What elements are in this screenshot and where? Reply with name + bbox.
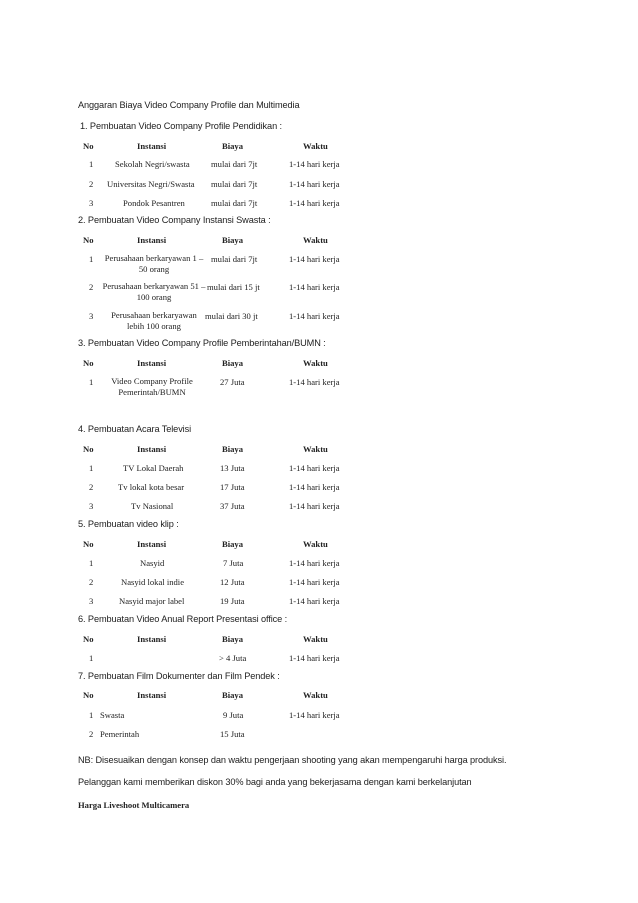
row-biaya: 17 Juta (220, 482, 245, 492)
row-waktu: 1-14 hari kerja (289, 558, 340, 568)
col-header-no: No (83, 634, 94, 644)
row-waktu: 1-14 hari kerja (289, 463, 340, 473)
row-no: 1 (89, 159, 94, 169)
row-biaya: 12 Juta (220, 577, 245, 587)
col-header-waktu: Waktu (303, 444, 328, 454)
section-1-heading: 1. Pembuatan Video Company Profile Pendidikan : (80, 121, 282, 131)
row-instansi: Nasyid major label (119, 596, 185, 606)
row-no: 1 (89, 710, 94, 720)
row-no: 1 (89, 558, 94, 568)
row-no: 2 (89, 282, 94, 292)
row-no: 3 (89, 198, 94, 208)
row-instansi: Video Company Profile Pemerintah/BUMN (111, 376, 193, 397)
col-header-no: No (83, 539, 94, 549)
col-header-waktu: Waktu (303, 690, 328, 700)
row-waktu: 1-14 hari kerja (289, 179, 340, 189)
col-header-no: No (83, 235, 94, 245)
col-header-biaya: Biaya (222, 444, 244, 454)
row-no: 3 (89, 311, 94, 321)
row-instansi: Pondok Pesantren (123, 198, 185, 208)
col-header-instansi: Instansi (137, 539, 167, 549)
row-instansi: Nasyid lokal indie (121, 577, 185, 587)
col-header-instansi: Instansi (137, 444, 167, 454)
row-no: 1 (89, 653, 94, 663)
row-waktu: 1-14 hari kerja (289, 653, 340, 663)
section-2-heading: 2. Pembuatan Video Company Instansi Swasta : (78, 215, 271, 225)
row-no: 3 (89, 501, 94, 511)
col-header-biaya: Biaya (222, 634, 244, 644)
row-biaya: mulai dari 7jt (211, 254, 258, 264)
row-waktu: 1-14 hari kerja (289, 596, 340, 606)
col-header-waktu: Waktu (303, 141, 328, 151)
row-waktu: 1-14 hari kerja (289, 577, 340, 587)
col-header-no: No (83, 690, 94, 700)
note-text: NB: Disesuaikan dengan konsep dan waktu pengerjaan shooting yang akan mempengaruhi harga produksi. (78, 755, 507, 765)
col-header-instansi: Instansi (137, 358, 167, 368)
row-instansi: Tv lokal kota besar (118, 482, 185, 492)
col-header-biaya: Biaya (222, 358, 244, 368)
col-header-waktu: Waktu (303, 235, 328, 245)
discount-text: Pelanggan kami memberikan diskon 30% bagi anda yang bekerjasama dengan kami berkelanjutan (78, 777, 472, 787)
row-no: 1 (89, 463, 94, 473)
col-header-waktu: Waktu (303, 358, 328, 368)
row-biaya: mulai dari 7jt (211, 198, 258, 208)
col-header-waktu: Waktu (303, 539, 328, 549)
row-biaya: mulai dari 7jt (211, 159, 258, 169)
row-instansi: Swasta (100, 710, 125, 720)
row-biaya: 9 Juta (223, 710, 244, 720)
row-waktu: 1-14 hari kerja (289, 198, 340, 208)
col-header-no: No (83, 141, 94, 151)
row-biaya: 27 Juta (220, 377, 245, 387)
row-instansi: Perusahaan berkaryawan 51 – 100 orang (102, 281, 206, 302)
row-biaya: mulai dari 30 jt (205, 311, 258, 321)
row-instansi: Sekolah Negri/swasta (115, 159, 190, 169)
row-no: 2 (89, 577, 94, 587)
row-no: 2 (89, 179, 94, 189)
col-header-no: No (83, 358, 94, 368)
row-instansi: Tv Nasional (131, 501, 174, 511)
col-header-biaya: Biaya (222, 690, 244, 700)
row-biaya: 13 Juta (220, 463, 245, 473)
document-title: Anggaran Biaya Video Company Profile dan Multimedia (78, 100, 300, 110)
row-waktu: 1-14 hari kerja (289, 377, 340, 387)
row-no: 1 (89, 377, 94, 387)
col-header-no: No (83, 444, 94, 454)
row-biaya: mulai dari 15 jt (207, 282, 260, 292)
row-no: 2 (89, 482, 94, 492)
col-header-biaya: Biaya (222, 235, 244, 245)
row-no: 3 (89, 596, 94, 606)
liveshoot-heading: Harga Liveshoot Multicamera (78, 800, 190, 810)
row-waktu: 1-14 hari kerja (289, 482, 340, 492)
row-waktu: 1-14 hari kerja (289, 311, 340, 321)
row-instansi: Pemerintah (100, 729, 140, 739)
col-header-biaya: Biaya (222, 141, 244, 151)
row-no: 2 (89, 729, 94, 739)
row-waktu: 1-14 hari kerja (289, 710, 340, 720)
section-7-heading: 7. Pembuatan Film Dokumenter dan Film Pendek : (78, 671, 280, 681)
row-instansi: Universitas Negri/Swasta (107, 179, 195, 189)
row-instansi: Perusahaan berkaryawan 1 – 50 orang (104, 253, 204, 274)
section-6-heading: 6. Pembuatan Video Anual Report Presentasi office : (78, 614, 288, 624)
section-3-heading: 3. Pembuatan Video Company Profile Pemberintahan/BUMN : (78, 338, 326, 348)
section-4-heading: 4. Pembuatan Acara Televisi (78, 424, 192, 434)
row-biaya: 15 Juta (220, 729, 245, 739)
col-header-instansi: Instansi (137, 634, 167, 644)
col-header-instansi: Instansi (137, 690, 167, 700)
section-5-heading: 5. Pembuatan video klip : (78, 519, 179, 529)
row-biaya: 19 Juta (220, 596, 245, 606)
row-waktu: 1-14 hari kerja (289, 254, 340, 264)
row-biaya: > 4 Juta (219, 653, 247, 663)
row-waktu: 1-14 hari kerja (289, 501, 340, 511)
row-waktu: 1-14 hari kerja (289, 282, 340, 292)
col-header-waktu: Waktu (303, 634, 328, 644)
col-header-instansi: Instansi (137, 141, 167, 151)
col-header-instansi: Instansi (137, 235, 167, 245)
row-waktu: 1-14 hari kerja (289, 159, 340, 169)
row-biaya: 37 Juta (220, 501, 245, 511)
row-biaya: 7 Juta (223, 558, 244, 568)
row-biaya: mulai dari 7jt (211, 179, 258, 189)
row-instansi: Nasyid (140, 558, 165, 568)
row-instansi: TV Lokal Daerah (123, 463, 184, 473)
row-no: 1 (89, 254, 94, 264)
row-instansi: Perusahaan berkaryawan lebih 100 orang (111, 310, 197, 331)
col-header-biaya: Biaya (222, 539, 244, 549)
